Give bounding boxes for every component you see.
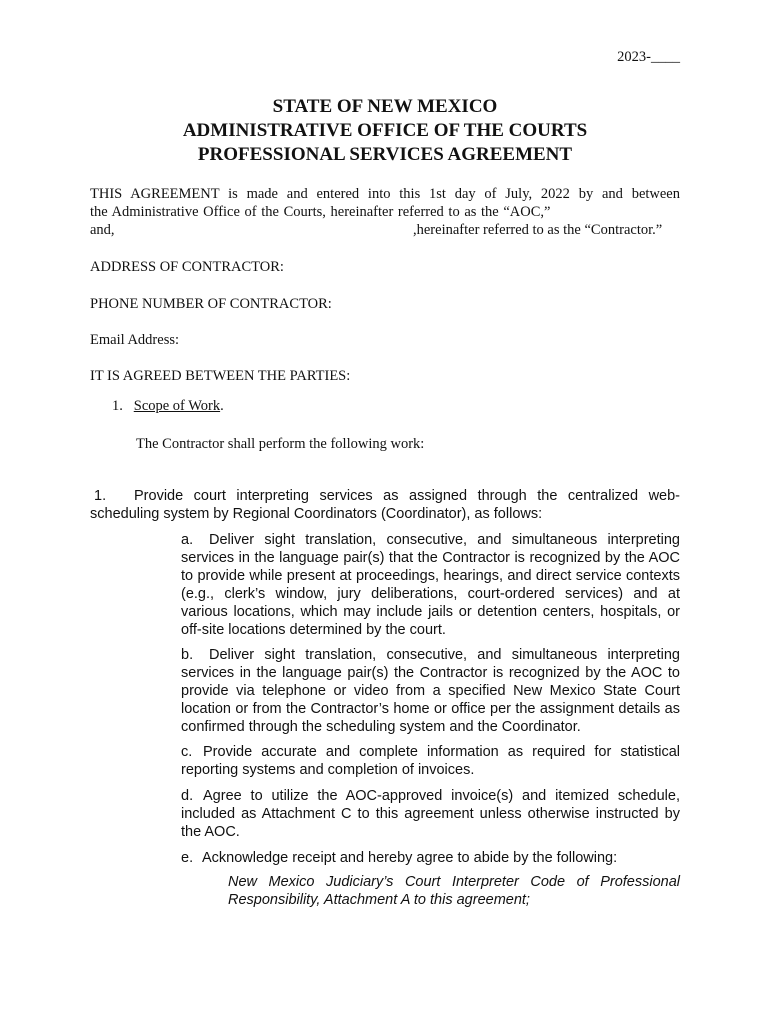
- perform-statement: The Contractor shall perform the following work:: [136, 436, 425, 452]
- subitem-text: Acknowledge receipt and hereby agree to abide by the following:: [202, 850, 618, 866]
- intro-line-3b: ,hereinafter referred to as the “Contractor.”: [413, 222, 663, 238]
- subitem-text: Deliver sight translation, consecutive, and simultaneous interpreting services in the language pair(s) the Contractor is recognized by the AOC to provide via telephone or video from a specified New Mexico State Court location or from the Contractor’s home or office per the assignment details as confirmed through the scheduling system and the Coordinator.: [181, 647, 680, 735]
- subitem-a: [181, 531, 680, 639]
- work-item-text: Provide court interpreting services as assigned through the centralized web-scheduling system by Regional Coordinators (Coordinator), as follows:: [90, 488, 680, 522]
- subitem-text: Deliver sight translation, consecutive, and simultaneous interpreting services in the language pair(s) that the Contractor is recognized by the AOC to provide while present at proceedings, hearings, and direct service contexts (e.g., clerk’s window, jury deliberations, court-ordered services) and at various locations, which may include jails or detention centers, hospitals, or off-site locations determined by the court.: [181, 532, 680, 638]
- subitem-text: Provide accurate and complete information as required for statistical reporting systems and completion of invoices.: [181, 744, 680, 778]
- title-agreement: PROFESSIONAL SERVICES AGREEMENT: [197, 144, 573, 165]
- subitem-d: [181, 787, 680, 841]
- agreed-heading: IT IS AGREED BETWEEN THE PARTIES:: [90, 368, 351, 384]
- subitem-c: [181, 743, 680, 779]
- intro-line-2: the Administrative Office of the Courts, hereinafter referred to as the “AOC,”: [90, 204, 551, 220]
- section-number: 1.: [112, 398, 123, 414]
- subitem-letter: e.: [181, 850, 194, 866]
- work-item-number: 1.: [94, 488, 107, 504]
- subitem-letter: a.: [181, 532, 194, 548]
- subitem-letter: d.: [181, 788, 194, 804]
- title-state: STATE OF NEW MEXICO: [272, 96, 498, 117]
- subitem-letter: b.: [181, 647, 194, 663]
- contractor-phone-label: PHONE NUMBER OF CONTRACTOR:: [90, 296, 332, 312]
- code-of-responsibility-reference: New Mexico Judiciary’s Court Interpreter Code of Professional Responsibility, Attachment A to this agreement;: [228, 874, 680, 908]
- title-office: ADMINISTRATIVE OFFICE OF THE COURTS: [182, 120, 588, 141]
- section-suffix: .: [220, 398, 224, 414]
- section-label: Scope of Work: [133, 398, 221, 414]
- document-number: 2023-____: [617, 49, 680, 65]
- contractor-email-label: Email Address:: [90, 332, 180, 348]
- work-item-1: [90, 487, 680, 523]
- contractor-address-label: ADDRESS OF CONTRACTOR:: [90, 259, 284, 275]
- subitem-text: Agree to utilize the AOC-approved invoice(s) and itemized schedule, included as Attachment C to this agreement unless otherwise instructed by the AOC.: [181, 788, 680, 840]
- intro-line-3a: and,: [90, 222, 115, 238]
- subitem-b: [181, 646, 680, 736]
- intro-line-1: THIS AGREEMENT is made and entered into this 1st day of July, 2022 by and between: [90, 186, 680, 202]
- section-scope-of-work: [112, 398, 224, 415]
- subitem-letter: c.: [181, 744, 193, 760]
- subitem-e: [181, 849, 680, 867]
